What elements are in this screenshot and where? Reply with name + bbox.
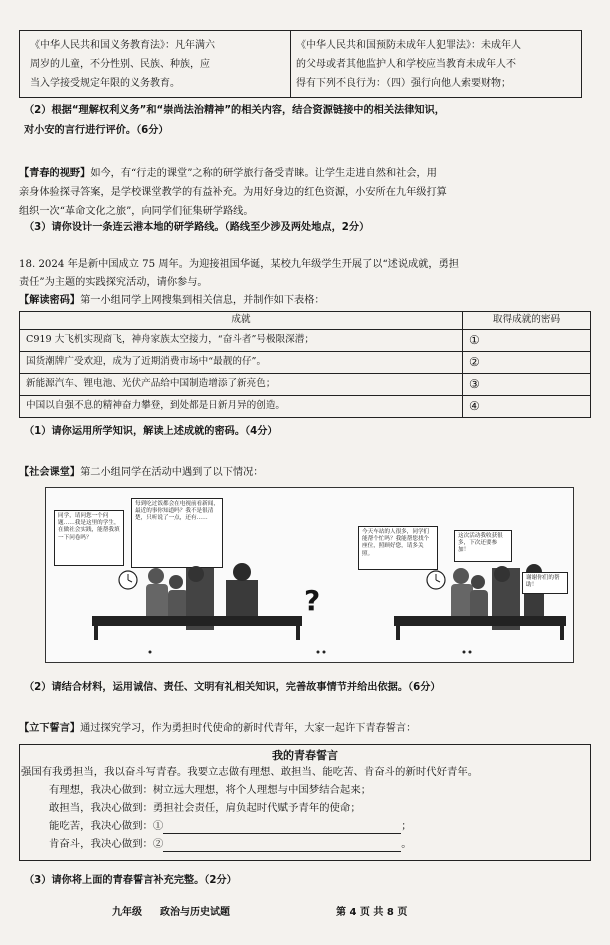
question-2-story: （2）请结合材料，运用诚信、责任、文明有礼相关知识，完善故事情节并给出依据。（6分） xyxy=(24,682,441,693)
speech-bubble-right-3: 谢谢你们的帮助！ xyxy=(522,572,568,594)
youth-vision-text: 亲身体验探寻答案，是学校课堂教学的有益补充。为用好身边的红色资源，小安所在九年级打算 xyxy=(19,187,447,198)
oath-line-end: 。 xyxy=(401,838,412,850)
law-left-line: 当入学接受规定年限的义务教育。 xyxy=(30,78,180,89)
question-3-route: （3）请你设计一条连云港本地的研学路线。（路线至少涉及两处地点，2分） xyxy=(24,222,370,233)
question-1-decode: （1）请你运用所学知识，解读上述成就的密码。（4分） xyxy=(24,426,278,437)
social-tag: 【社会课堂】 xyxy=(19,467,81,478)
question-2-line2: 对小安的言行进行评价。（6分） xyxy=(24,125,169,136)
oath-title: 我的青春誓言 xyxy=(272,749,338,762)
decode-tag: 【解读密码】 xyxy=(19,295,81,306)
question-18-line2: 责任”为主题的实践探究活动，请你参与。 xyxy=(19,277,208,288)
header-code: 取得成就的密码 xyxy=(463,312,591,330)
speech-bubble-left: 同学，请问您一个问题……我是这里的学生，在做社会实践，能帮我填一下问卷吗？ xyxy=(54,510,124,566)
youth-vision-section xyxy=(19,164,599,221)
youth-oath-box xyxy=(19,744,591,861)
law-compulsory-education xyxy=(30,36,285,93)
question-2-line1: （2）根据“理解权利义务”和“崇尚法治精神”的相关内容，结合资源链接中的相关法律知识， xyxy=(24,105,445,116)
law-left-line: 《中华人民共和国义务教育法》：凡年满六 xyxy=(30,40,215,51)
achievement-text: 新能源汽车、锂电池、光伏产品给中国制造增添了新亮色； xyxy=(20,374,463,396)
oath-intro xyxy=(19,722,416,735)
achievement-text: C919 大飞机实现商飞，神舟家族太空接力，“奋斗者”号极限深潜； xyxy=(20,330,463,352)
header-achievement: 成就 xyxy=(20,312,463,330)
youth-vision-text: 组织一次“革命文化之旅”，向同学们征集研学路线。 xyxy=(19,206,254,217)
footer-grade: 九年级 xyxy=(112,907,142,918)
oath-blank-line-2 xyxy=(49,838,412,852)
blank-answer-1[interactable] xyxy=(163,821,401,834)
question-mark-panel: ? xyxy=(304,584,321,617)
oath-line-prefix: 能吃苦，我决心做到：① xyxy=(49,820,164,832)
blank-answer-2[interactable] xyxy=(163,839,401,852)
footer-subject: 政治与历史试题 xyxy=(160,907,230,918)
youth-vision-text: 如今，有“行走的课堂”之称的研学旅行备受青睐。让学生走进自然和社会，用 xyxy=(90,168,437,179)
bench-icon xyxy=(92,616,302,626)
oath-line: 敢担当，我决心做到：勇担社会责任，肩负起时代赋予青年的使命； xyxy=(49,802,361,814)
social-intro-text: 第二小组同学在活动中遇到了以下情况： xyxy=(80,467,264,478)
achievements-table xyxy=(19,311,591,418)
social-intro xyxy=(19,466,264,479)
oath-tag: 【立下誓言】 xyxy=(19,723,81,734)
law-left-line: 周岁的儿童，不分性别、民族、种族，应 xyxy=(30,59,210,70)
speech-bubble-mid: 每到吃过饭都会在电视前看新闻，最近的事你知道吗？我不是很清楚，只听说了一点，还有…… xyxy=(131,498,223,568)
code-mark: ③ xyxy=(463,374,591,396)
code-mark: ④ xyxy=(463,396,591,418)
oath-line: 有理想，我决心做到：树立远大理想，将个人理想与中国梦结合起来； xyxy=(49,784,372,796)
law-right-line: 得有下列不良行为：（四）强行向他人索要财物； xyxy=(296,78,511,89)
achievement-text: 中国以自强不息的精神奋力攀登，到处都是日新月异的创造。 xyxy=(20,396,463,418)
person-icon xyxy=(226,580,258,622)
speech-bubble-right-2: 这次活动我收获很多，下次还要参加！ xyxy=(454,530,512,562)
person-head-icon xyxy=(148,568,164,584)
speech-bubble-right-1: 今天车站的人很多，同学们能帮个忙吗？我能帮您找个座位，照顾好您，请多关照。 xyxy=(358,526,438,570)
comic-illustration xyxy=(46,488,575,664)
table-header-row xyxy=(20,312,591,330)
person-head-icon xyxy=(453,568,469,584)
bench-icon xyxy=(394,616,566,626)
youth-vision-tag: 【青春的视野】 xyxy=(19,168,91,179)
law-right-line: 的父母或者其他监护人和学校应当教育未成年人不 xyxy=(296,59,516,70)
table-row xyxy=(20,352,591,374)
comic-strip xyxy=(45,487,574,663)
oath-line-prefix: 肯奋斗，我决心做到：② xyxy=(49,838,164,850)
decode-intro xyxy=(19,294,325,307)
question-3-oath: （3）请你将上面的青春誓言补充完整。（2分） xyxy=(24,875,237,886)
decode-intro-text: 第一小组同学上网搜集到相关信息，并制作如下表格： xyxy=(80,295,325,306)
table-row xyxy=(20,374,591,396)
law-table xyxy=(19,30,582,98)
code-mark: ② xyxy=(463,352,591,374)
oath-blank-line-1 xyxy=(49,820,412,834)
oath-line: 强国有我勇担当，我以奋斗写青春。我要立志做有理想、敢担当、能吃苦、肯奋斗的新时代好青年。 xyxy=(21,766,479,778)
law-table-divider xyxy=(290,31,291,97)
table-row xyxy=(20,330,591,352)
footer-page-number: 第 4 页 共 8 页 xyxy=(336,907,408,918)
oath-intro-text: 通过探究学习，作为勇担时代使命的新时代青年，大家一起许下青春誓言： xyxy=(80,723,417,734)
question-18-line1: 18. 2024 年是新中国成立 75 周年。为迎接祖国华诞，某校九年级学生开展了以“述说成就，勇担 xyxy=(19,259,459,270)
table-row xyxy=(20,396,591,418)
law-juvenile-crime-prevention xyxy=(296,36,580,93)
achievement-text: 国货潮牌广受欢迎，成为了近期消费市场中“最靓的仔”。 xyxy=(20,352,463,374)
oath-line-end: ； xyxy=(401,820,412,832)
code-mark: ① xyxy=(463,330,591,352)
law-right-line: 《中华人民共和国预防未成年人犯罪法》：未成年人 xyxy=(296,40,521,51)
